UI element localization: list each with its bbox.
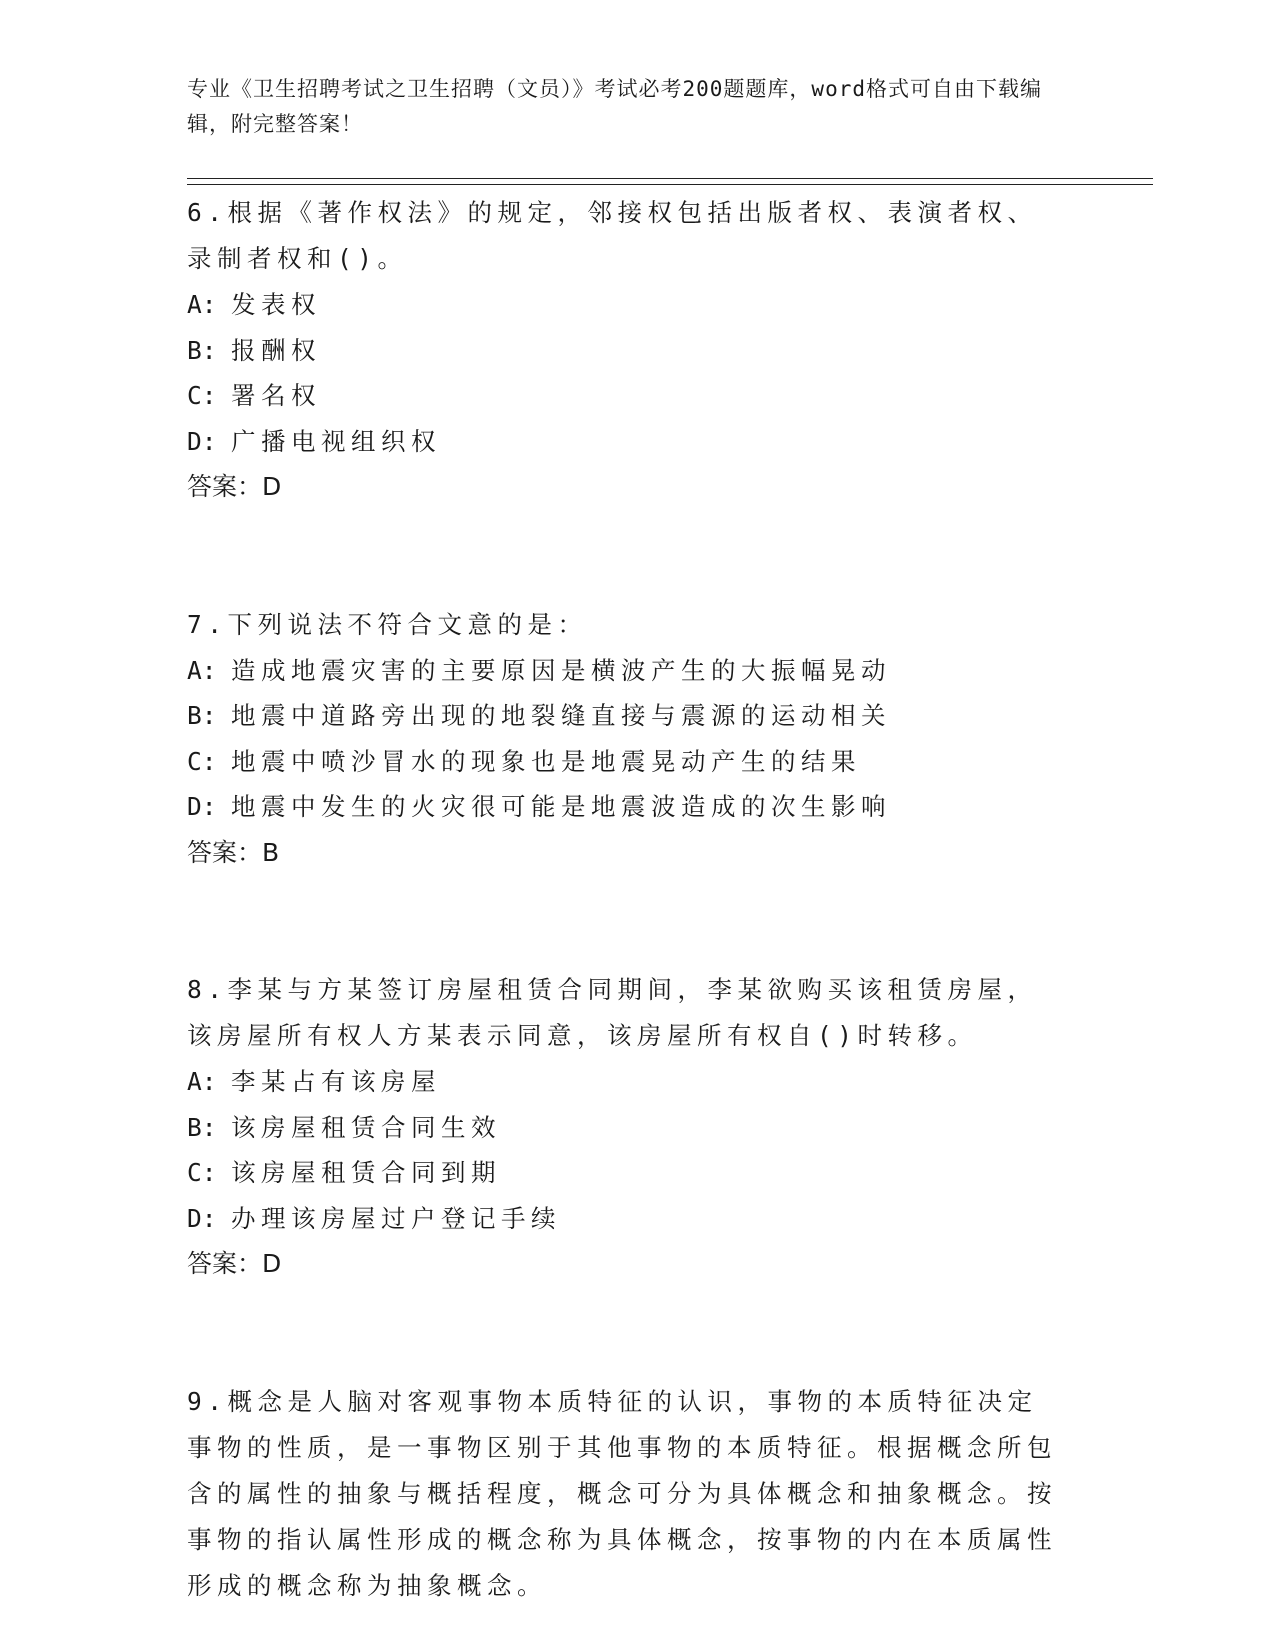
question-9 <box>187 1379 1067 1609</box>
question-list <box>187 190 1067 1609</box>
answer-text: 答案：D <box>187 1249 282 1278</box>
option-text: 地震中喷沙冒水的现象也是地震晃动产生的结果 <box>231 746 861 776</box>
option-label: B: <box>187 701 217 730</box>
option-a <box>187 648 1067 694</box>
document-header: 专业《卫生招聘考试之卫生招聘（文员）》考试必考200题题库，word格式可自由下载编辑，附完整答案！ <box>187 77 1042 136</box>
option-label: D: <box>187 426 217 456</box>
option-b <box>187 693 1067 739</box>
answer-text: 答案：D <box>187 472 282 501</box>
option-text: 地震中发生的火灾很可能是地震波造成的次生影响 <box>231 792 891 821</box>
question-text: 6.根据《著作权法》的规定，邻接权包括出版者权、表演者权、录制者权和()。 <box>187 198 1038 273</box>
header-divider-bottom <box>187 184 1153 185</box>
option-label: C: <box>187 381 217 410</box>
question-text: 9.概念是人脑对客观事物本质特征的认识，事物的本质特征决定事物的性质，是一事物区别于其他事物的本质特征。根据概念所包含的属性的抽象与概括程度，概念可分为具体概念和抽象概念。按事物的指认属性形成的概念称为具体概念，按事物的内在本质属性形成的概念称为抽象概念。 <box>187 1386 1057 1600</box>
option-c <box>187 739 1067 785</box>
question-6 <box>187 190 1067 510</box>
spacer <box>187 875 1067 967</box>
option-label: A: <box>187 1067 217 1096</box>
option-b <box>187 328 1067 374</box>
option-label: B: <box>187 1112 217 1142</box>
question-7 <box>187 602 1067 876</box>
option-label: A: <box>187 655 217 685</box>
option-text: 署名权 <box>231 381 321 410</box>
option-label: A: <box>187 290 217 319</box>
option-d <box>187 1196 1067 1242</box>
option-text: 李某占有该房屋 <box>231 1067 441 1096</box>
option-a <box>187 282 1067 328</box>
option-c <box>187 373 1067 419</box>
option-d <box>187 419 1067 465</box>
header-divider-top <box>187 178 1153 179</box>
option-text: 该房屋租赁合同到期 <box>231 1158 501 1187</box>
option-text: 广播电视组织权 <box>231 426 441 456</box>
question-text: 7.下列说法不符合文意的是： <box>187 609 588 639</box>
spacer <box>187 1287 1067 1379</box>
option-label: C: <box>187 1158 217 1187</box>
option-text: 办理该房屋过户登记手续 <box>231 1203 561 1233</box>
option-c <box>187 1150 1067 1196</box>
option-b <box>187 1105 1067 1151</box>
option-label: D: <box>187 792 217 821</box>
option-label: B: <box>187 335 217 365</box>
option-text: 发表权 <box>231 290 321 319</box>
option-text: 造成地震灾害的主要原因是横波产生的大振幅晃动 <box>231 655 891 685</box>
answer-text: 答案：B <box>187 837 280 867</box>
option-text: 该房屋租赁合同生效 <box>231 1112 501 1142</box>
option-d <box>187 784 1067 830</box>
question-8 <box>187 967 1067 1287</box>
option-label: C: <box>187 746 217 776</box>
option-label: D: <box>187 1203 217 1233</box>
option-a <box>187 1059 1067 1105</box>
question-text: 8.李某与方某签订房屋租赁合同期间，李某欲购买该租赁房屋，该房屋所有权人方某表示同意，该房屋所有权自()时转移。 <box>187 975 1038 1050</box>
spacer <box>187 510 1067 602</box>
option-text: 地震中道路旁出现的地裂缝直接与震源的运动相关 <box>231 701 891 730</box>
option-text: 报酬权 <box>231 335 321 365</box>
